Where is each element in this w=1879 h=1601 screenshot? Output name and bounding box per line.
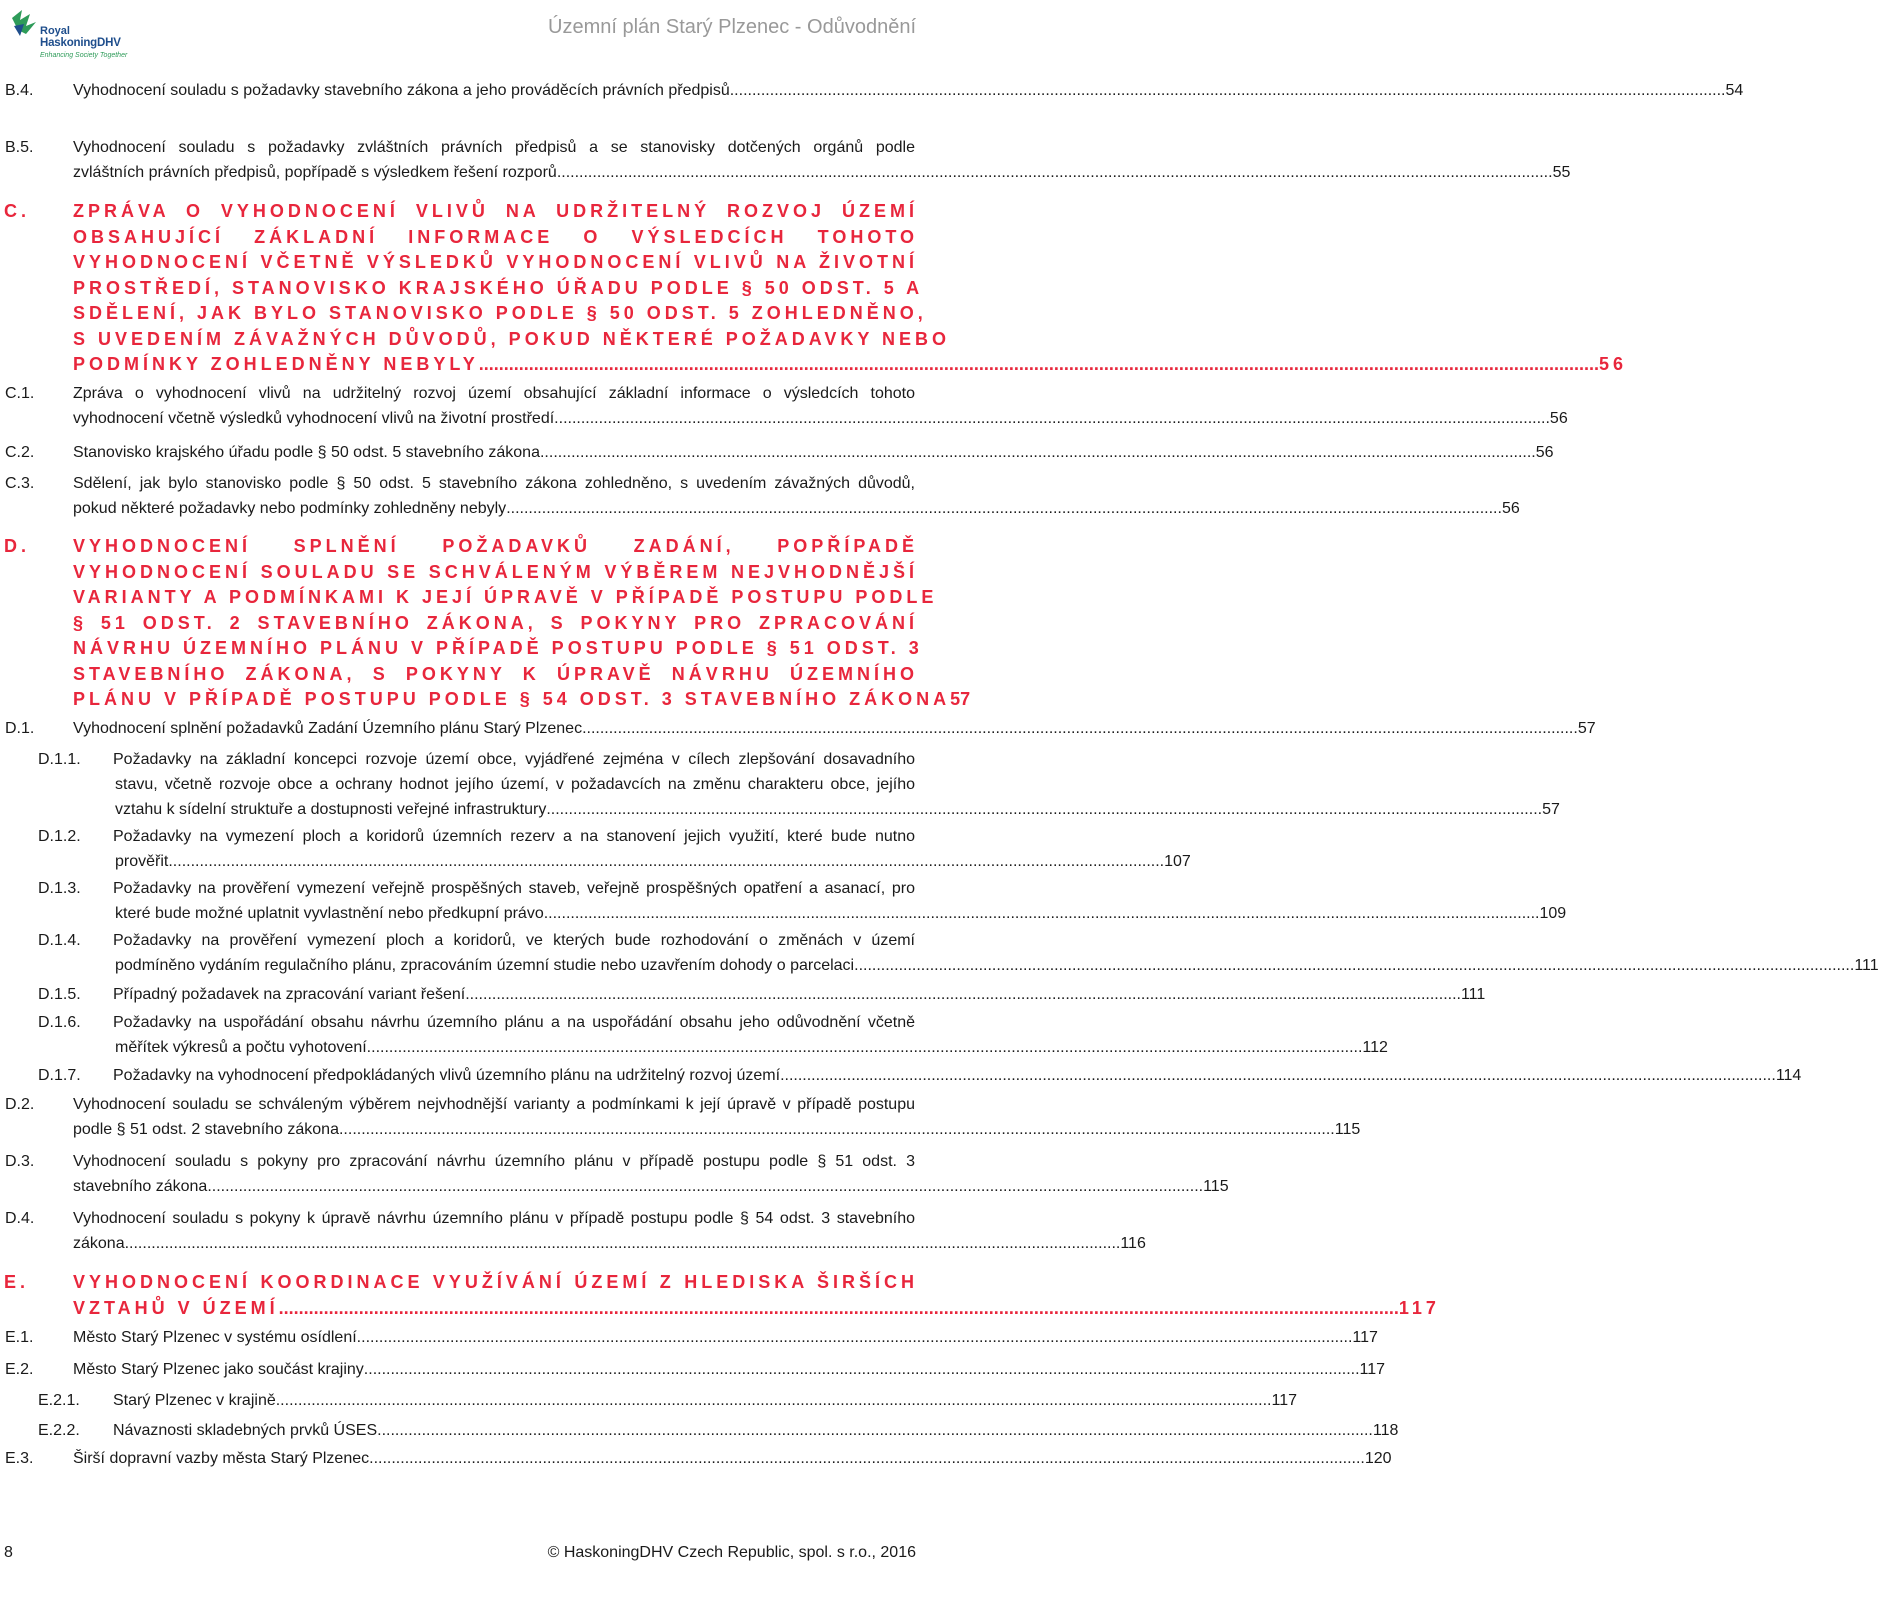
toc-number: D.1.5.: [38, 986, 81, 1003]
toc-number: E.1.: [5, 1329, 34, 1346]
toc-page: 114: [1775, 1067, 1802, 1084]
toc-text-line: stavebního zákona: [73, 1178, 208, 1195]
toc-number: D.3.: [5, 1153, 35, 1170]
toc-text-line: Vyhodnocení souladu s pokyny k úpravě návrhu územního plánu v případě postupu podle § 54 odst. 3 stavebního: [73, 1210, 915, 1227]
toc-number: E.2.2.: [38, 1422, 80, 1439]
toc-text-line: Požadavky na uspořádání obsahu návrhu územního plánu a na uspořádání obsahu jeho odůvodnění včetně: [113, 1014, 915, 1031]
section-title-line: STAVEBNÍHO ZÁKONA, S POKYNY K ÚPRAVĚ NÁVRHU ÚZEMNÍHO: [73, 663, 918, 684]
toc-page: 57: [1542, 801, 1560, 818]
section-title-line: S UVEDENÍM ZÁVAŽNÝCH DŮVODŮ, POKUD NĚKTERÉ POŽADAVKY NEBO: [73, 328, 951, 349]
toc-text-line: zákona: [73, 1235, 125, 1252]
section-title-line: PODMÍNKY ZOHLEDNĚNY NEBYLY: [73, 354, 479, 374]
section-title-line: VYHODNOCENÍ VČETNĚ VÝSLEDKŮ VYHODNOCENÍ VLIVŮ NA ŽIVOTNÍ: [73, 252, 918, 272]
toc-text: Město Starý Plzenec jako součást krajiny: [73, 1361, 364, 1378]
toc-page: 109: [1539, 905, 1567, 922]
section-number: E.: [4, 1272, 30, 1292]
toc-number: D.4.: [5, 1210, 35, 1227]
toc-text-line: vyhodnocení včetně výsledků vyhodnocení vlivů na životní prostředí: [73, 410, 555, 427]
toc-text-line: podmíněno vydáním regulačního plánu, zpracováním územní studie nebo uzavřením dohody o parcelaci.: [115, 957, 859, 974]
section-title-line: PROSTŘEDÍ, STANOVISKO KRAJSKÉHO ÚŘADU PODLE § 50 ODST. 5 A: [73, 277, 924, 298]
toc-page: 56: [1501, 500, 1520, 517]
toc-page: 112: [1362, 1039, 1388, 1056]
toc-text-line: Požadavky na vymezení ploch a koridorů územních rezerv a na stanovení jejich využití, které bude nutno: [113, 828, 915, 845]
toc-page: 117: [1359, 1361, 1386, 1378]
toc-text: Širší dopravní vazby města Starý Plzenec: [73, 1450, 370, 1467]
toc-page: 115: [1334, 1121, 1361, 1138]
toc-page: 57: [1577, 720, 1596, 737]
section-title-line: VARIANTY A PODMÍNKAMI K JEJÍ ÚPRAVĚ V PŘÍPADĚ POSTUPU PODLE: [73, 587, 938, 607]
toc-text-line: zvláštních právních předpisů, popřípadě s výsledkem řešení rozporů: [73, 164, 557, 181]
section-title-line: PLÁNU V PŘÍPADĚ POSTUPU PODLE § 54 ODST. 3 STAVEBNÍHO ZÁKONA: [73, 689, 951, 709]
section-number: D.: [4, 536, 30, 556]
toc-text: Starý Plzenec v krajině: [113, 1392, 276, 1409]
logo-tagline: Enhancing Society Together: [40, 52, 128, 59]
toc-text-line: Požadavky na prověření vymezení veřejně prospěšných staveb, veřejně prospěšných opatření a asanací, pro: [113, 880, 915, 897]
section-title-line: VYHODNOCENÍ SPLNĚNÍ POŽADAVKŮ ZADÁNÍ, POPŘÍPADĚ: [73, 536, 918, 556]
toc-page: 56: [1549, 410, 1568, 427]
toc-text: Návaznosti skladebných prvků ÚSES: [113, 1422, 378, 1439]
toc-text-line: pokud některé požadavky nebo podmínky zohledněny nebyly: [73, 500, 507, 517]
toc-page: 111: [1460, 986, 1486, 1003]
toc-number: D.2.: [5, 1096, 35, 1113]
toc-text-line: Vyhodnocení souladu se schváleným výběrem nejvhodnější varianty a podmínkami k její úpravě v případě postupu: [73, 1096, 915, 1113]
toc-text-line: vztahu k sídelní struktuře a dostupnosti veřejné infrastruktury: [115, 801, 547, 818]
section-title-line: § 51 ODST. 2 STAVEBNÍHO ZÁKONA, S POKYNY PRO ZPRACOVÁNÍ: [73, 612, 918, 633]
toc-number: D.1.7.: [38, 1067, 81, 1084]
toc-text: Případný požadavek na zpracování variant řešení: [113, 986, 466, 1003]
toc-text: Požadavky na vyhodnocení předpokládaných vlivů územního plánu na udržitelný rozvoj území: [113, 1067, 781, 1084]
document-title: Územní plán Starý Plzenec - Odůvodnění: [548, 16, 916, 38]
toc-text-line: měřítek výkresů a počtu vyhotovení: [115, 1039, 367, 1056]
toc-text: Vyhodnocení splnění požadavků Zadání Územního plánu Starý Plzenec: [73, 720, 583, 737]
toc-number: C.2.: [5, 444, 35, 461]
section-title-line: VYHODNOCENÍ SOULADU SE SCHVÁLENÝM VÝBĚREM NEJVHODNĚJŠÍ: [73, 561, 918, 582]
toc-text-line: Vyhodnocení souladu s požadavky zvláštních právních předpisů a se stanovisky dotčených orgánů podle: [73, 139, 915, 156]
section-title-line: VYHODNOCENÍ KOORDINACE VYUŽÍVÁNÍ ÚZEMÍ Z HLEDISKA ŠIRŠÍCH: [73, 1272, 918, 1292]
toc-number: B.5.: [5, 139, 34, 156]
section-title-line: VZTAHŮ V ÚZEMÍ: [73, 1297, 279, 1318]
section-title-line: OBSAHUJÍCÍ ZÁKLADNÍ INFORMACE O VÝSLEDCÍCH TOHOTO: [73, 226, 918, 247]
toc-page: 54: [1725, 82, 1744, 99]
toc-page: 120: [1364, 1450, 1392, 1467]
toc-number: D.1.2.: [38, 828, 81, 845]
toc-page: 117: [1271, 1392, 1297, 1409]
logo-text-royal: Royal: [40, 25, 70, 37]
toc-number: D.1.: [5, 720, 35, 737]
toc-page: 56: [1598, 354, 1627, 374]
toc-number: D.1.3.: [38, 880, 81, 897]
toc-text-line: prověřit: [115, 853, 169, 870]
toc-number: C.3.: [5, 475, 35, 492]
page-number: 8: [4, 1544, 13, 1561]
toc-number: D.1.1.: [38, 751, 81, 768]
toc-text-line: Sdělení, jak bylo stanovisko podle § 50 odst. 5 stavebního zákona zohledněno, s uvedením závažných důvodů,: [73, 475, 915, 492]
toc-number: D.1.4.: [38, 932, 81, 949]
toc-page: 55: [1552, 164, 1571, 181]
toc-text-line: stavu, včetně rozvoje obce a ochrany hodnot jejího území, v požadavcích na změnu charakteru obce, jejího: [115, 776, 915, 793]
toc-text-line: Vyhodnocení souladu s pokyny pro zpracování návrhu územního plánu v případě postupu podle § 51 odst. 3: [73, 1153, 915, 1170]
toc-page: 57: [950, 689, 971, 709]
toc-number: E.2.1.: [38, 1392, 80, 1409]
toc-text-line: které bude možné uplatnit vyvlastnění nebo předkupní právo: [115, 905, 544, 922]
toc-text: Město Starý Plzenec v systému osídlení: [73, 1329, 357, 1346]
toc-page: 115: [1203, 1178, 1229, 1195]
toc-number: C.1.: [5, 385, 35, 402]
section-title-line: SDĚLENÍ, JAK BYLO STANOVISKO PODLE § 50 ODST. 5 ZOHLEDNĚNO,: [73, 303, 927, 323]
logo-text-brand: HaskoningDHV: [40, 37, 121, 49]
toc-text: Stanovisko krajského úřadu podle § 50 odst. 5 stavebního zákona: [73, 444, 540, 461]
toc-page: 117: [1398, 1297, 1440, 1318]
company-logo: [8, 8, 130, 64]
toc-page: 107: [1164, 853, 1191, 870]
toc-text-line: Zpráva o vyhodnocení vlivů na udržitelný rozvoj území obsahující základní informace o výsledcích tohoto: [73, 385, 915, 402]
toc-number: D.1.6.: [38, 1014, 81, 1031]
toc-number: B.4.: [5, 82, 34, 99]
toc-page: 111: [1854, 957, 1879, 974]
toc-number: E.3.: [5, 1450, 34, 1467]
section-title-line: ZPRÁVA O VYHODNOCENÍ VLIVŮ NA UDRŽITELNÝ ROZVOJ ÚZEMÍ: [73, 201, 918, 221]
toc-text-line: Požadavky na prověření vymezení ploch a koridorů, ve kterých bude rozhodování o změnách v území: [113, 932, 915, 949]
toc-number: E.2.: [5, 1361, 34, 1378]
section-number: C.: [4, 201, 30, 221]
section-title-line: NÁVRHU ÚZEMNÍHO PLÁNU V PŘÍPADĚ POSTUPU PODLE § 51 ODST. 3: [73, 638, 923, 658]
toc-page: 56: [1535, 444, 1554, 461]
toc-text-line: podle § 51 odst. 2 stavebního zákona: [73, 1121, 339, 1138]
toc-page: 117: [1352, 1329, 1378, 1346]
toc-page: 116: [1120, 1235, 1146, 1252]
toc-page: 118: [1372, 1422, 1399, 1439]
logo-bird-icon: [8, 8, 40, 48]
copyright-notice: © HaskoningDHV Czech Republic, spol. s r.o., 2016: [547, 1544, 916, 1561]
toc-text: Vyhodnocení souladu s požadavky stavebního zákona a jeho prováděcích právních předpisů: [73, 82, 730, 99]
toc-text-line: Požadavky na základní koncepci rozvoje území obce, vyjádřené zejména v cílech zlepšování dosavadního: [113, 751, 915, 768]
